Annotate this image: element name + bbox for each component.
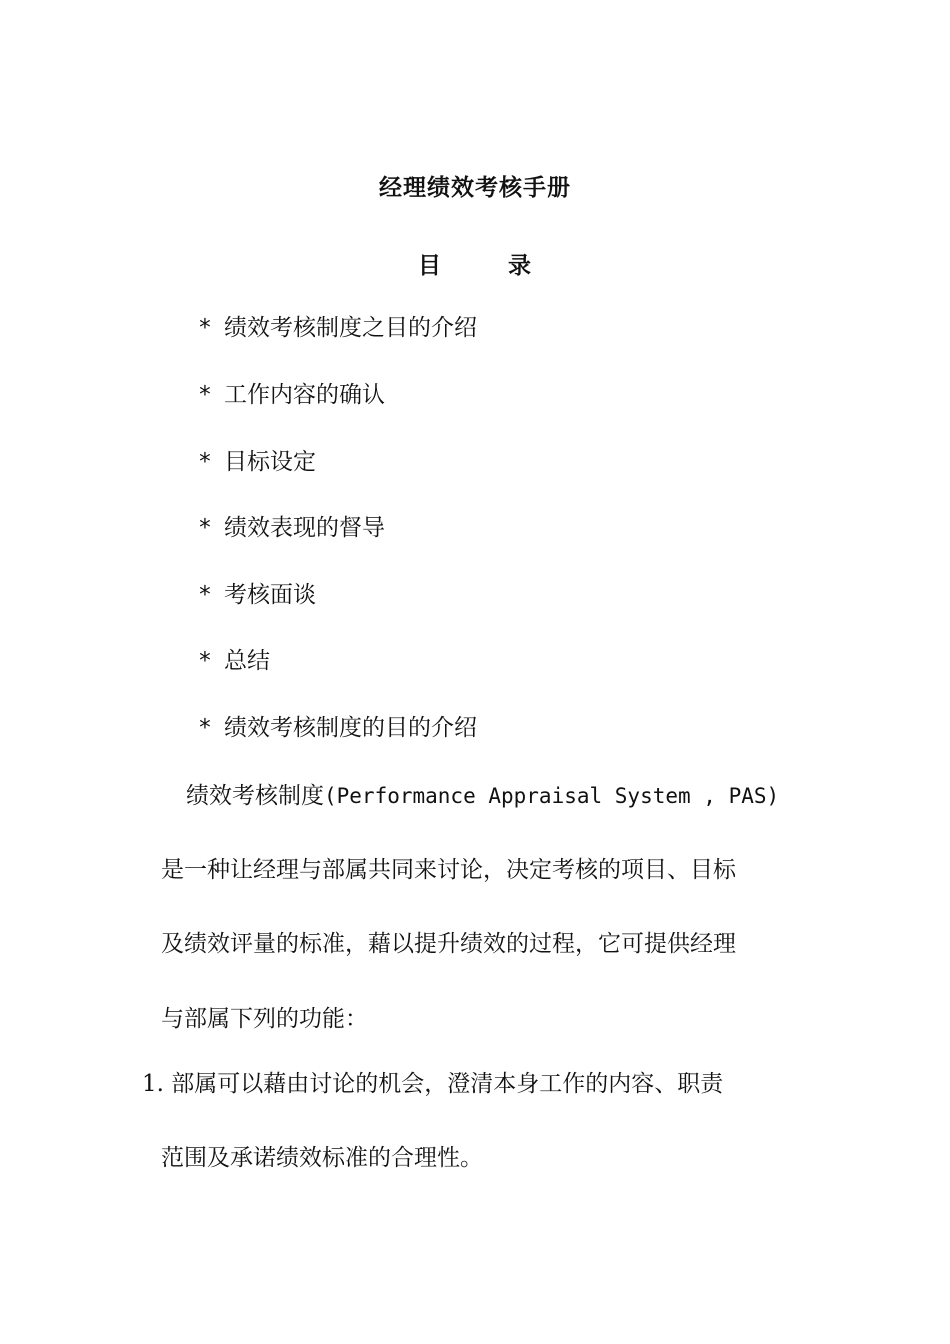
toc-item-text: 考核面谈	[224, 582, 316, 608]
toc-item	[198, 512, 385, 544]
intro-line-4: 与部属下列的功能：	[161, 1006, 368, 1032]
toc-item	[198, 312, 477, 344]
toc-bullet: *	[198, 315, 212, 341]
intro-line-1-english: (Performance Appraisal System , PAS)	[324, 784, 780, 808]
toc-item-text: 目标设定	[224, 449, 316, 475]
toc-item	[198, 712, 477, 744]
toc-item	[198, 446, 316, 478]
intro-line-1	[186, 780, 779, 812]
toc-item-text: 绩效考核制度的目的介绍	[224, 715, 477, 741]
intro-line-2: 是一种让经理与部属共同来讨论，决定考核的项目、目标	[161, 857, 736, 883]
toc-item	[198, 579, 316, 611]
toc-heading-left: 目	[418, 253, 441, 279]
toc-bullet: *	[198, 582, 212, 608]
toc-item-text: 工作内容的确认	[224, 382, 385, 408]
toc-bullet: *	[198, 648, 212, 674]
document-title: 经理绩效考核手册	[379, 175, 571, 201]
point-1-line-2: 范围及承诺绩效标准的合理性。	[161, 1145, 483, 1171]
toc-bullet: *	[198, 515, 212, 541]
toc-item-text: 绩效考核制度之目的介绍	[224, 315, 477, 341]
toc-heading-right: 录	[508, 253, 531, 279]
point-1-line-1: 1. 部属可以藉由讨论的机会，澄清本身工作的内容、职责	[142, 1071, 724, 1097]
toc-item	[198, 645, 270, 677]
toc-bullet: *	[198, 382, 212, 408]
toc-bullet: *	[198, 449, 212, 475]
intro-line-1-prefix: 绩效考核制度	[186, 783, 324, 809]
toc-item-text: 总结	[224, 648, 270, 674]
toc-item	[198, 379, 385, 411]
toc-item-text: 绩效表现的督导	[224, 515, 385, 541]
toc-bullet: *	[198, 715, 212, 741]
intro-line-3: 及绩效评量的标准，藉以提升绩效的过程，它可提供经理	[161, 931, 736, 957]
